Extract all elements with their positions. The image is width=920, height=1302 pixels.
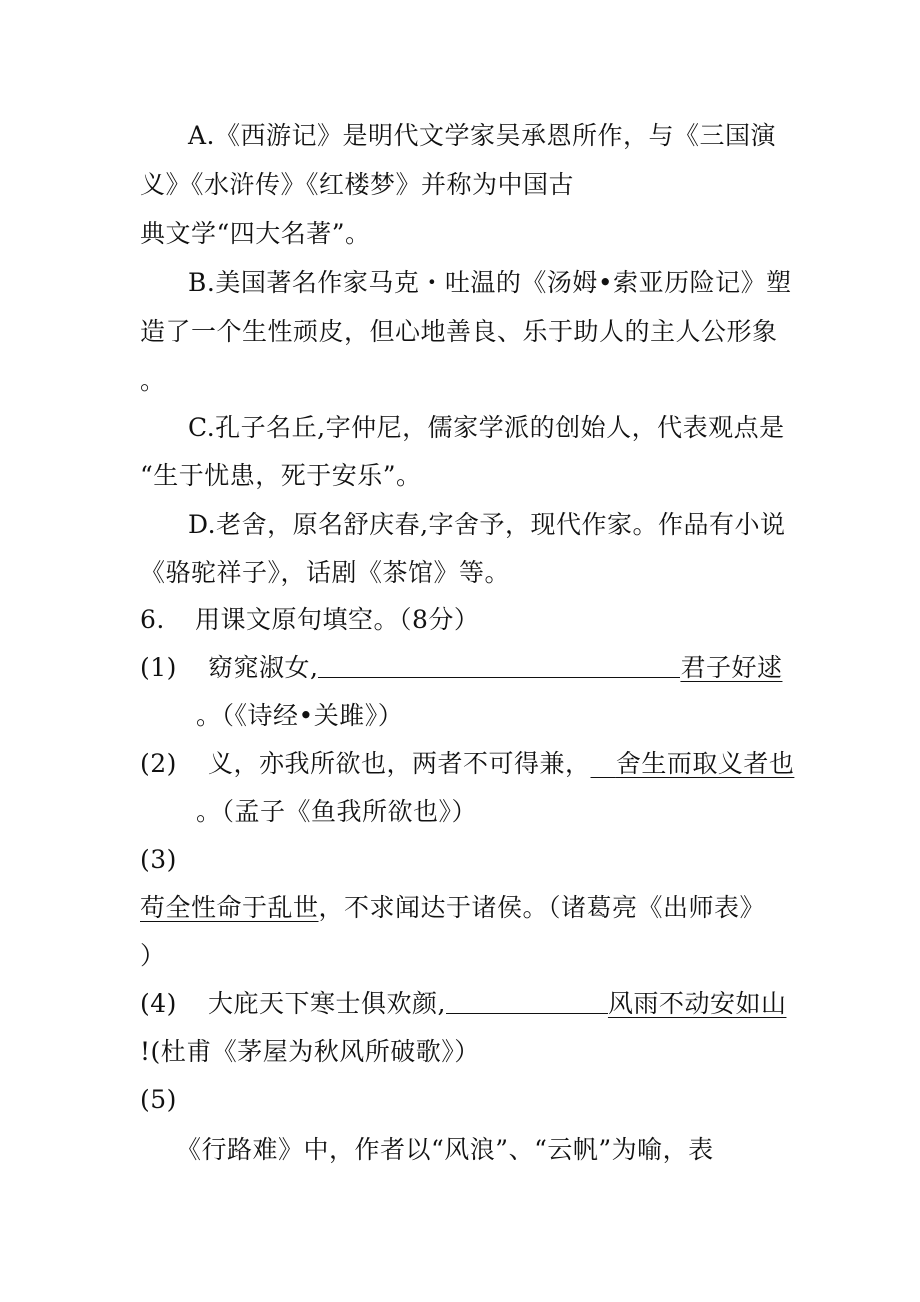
option-b-line-2: 造了一个生性顽皮，但心地善良、乐于助人的主人公形象 xyxy=(140,317,778,346)
question-prompt: 用课文原句填空。（8分） xyxy=(195,605,480,634)
item-3-label: (3) xyxy=(140,845,177,874)
item-answer: 苟全性命于乱世 xyxy=(140,893,319,922)
item-4-source: !(杜甫《茅屋为秋风所破歌》） xyxy=(140,1037,480,1066)
option-b-line-1: B.美国著名作家马克・吐温的《汤姆•索亚历险记》塑 xyxy=(188,268,792,297)
item-label: (1) xyxy=(140,653,177,682)
fill-item-2 xyxy=(140,748,794,780)
item-answer: 君子好逑 xyxy=(680,653,783,682)
item-5-text: 《行路难》中，作者以“风浪”、“云帆”为喻，表 xyxy=(176,1135,714,1164)
option-a-line-1: A.《西游记》是明代文学家吴承恩所作，与《三国演 xyxy=(188,121,777,150)
item-text: 窈窕淑女, xyxy=(208,653,319,682)
answer-blank[interactable] xyxy=(446,989,608,1014)
option-a-line-2: 义》《水浒传》《红楼梦》并称为中国古 xyxy=(140,170,575,199)
option-b-line-3: 。 xyxy=(140,366,166,395)
option-c-line-1: C.孔子名丘,字仲尼，儒家学派的创始人，代表观点是 xyxy=(188,413,785,442)
item-3-close: ） xyxy=(140,941,166,970)
fill-item-1 xyxy=(140,652,782,684)
item-1-source: 。（《诗经•关雎》） xyxy=(196,701,404,730)
item-2-source: 。（孟子《鱼我所欲也》） xyxy=(196,797,478,826)
option-a-line-3: 典文学“四大名著”。 xyxy=(140,219,371,248)
fill-item-4 xyxy=(140,988,786,1020)
question-number: 6. xyxy=(140,605,165,634)
option-d-line-1: D.老舍，原名舒庆春,字舍予，现代作家。作品有小说 xyxy=(188,510,786,539)
item-5-label: (5) xyxy=(140,1085,177,1114)
item-text: 义，亦我所欲也，两者不可得兼， xyxy=(208,749,591,778)
item-answer: 舍生而取义者也 xyxy=(615,749,795,778)
fill-item-3 xyxy=(140,892,765,924)
option-c-line-2: “生于忧患，死于安乐”。 xyxy=(140,461,422,490)
item-label: (4) xyxy=(140,989,177,1018)
item-text: ，不求闻达于诸侯。（诸葛亮《出师表》 xyxy=(318,893,766,922)
item-label: (2) xyxy=(140,749,177,778)
answer-blank[interactable] xyxy=(318,653,680,678)
question-6-header xyxy=(140,604,479,636)
item-answer: 风雨不动安如山 xyxy=(607,989,787,1018)
option-d-line-2: 《骆驼祥子》，话剧《茶馆》等。 xyxy=(140,558,511,587)
item-text: 大庇天下寒士俱欢颜, xyxy=(208,989,446,1018)
